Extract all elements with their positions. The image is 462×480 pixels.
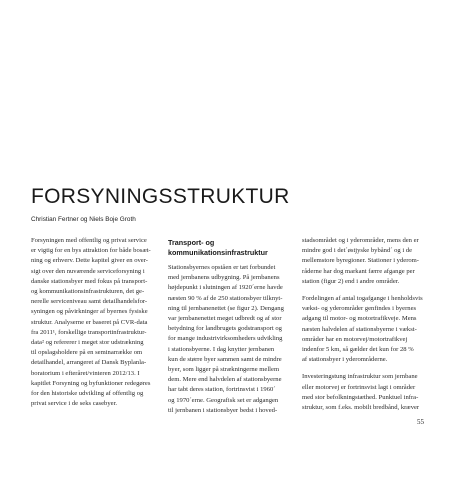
text-line: Stationsbyernes opståen er tæt forbundet	[168, 264, 276, 271]
text-line: mellemstore byregioner. Stationer i yderom-	[302, 257, 420, 265]
text-line: kun de større byer sammen samt de mindre	[168, 355, 282, 363]
column-3	[302, 236, 427, 413]
text-line: af stationsbyer i yderområderne.	[302, 356, 388, 364]
text-line: Fordelingen af antal togafgange i henholdsvis	[302, 295, 423, 303]
text-line: næsten 90 % af de 250 stationsbyer tilknyt-	[168, 294, 283, 302]
page-number: 55	[417, 418, 424, 426]
text-line: boratorium i efteråret/vinteren 2012/13. I	[31, 369, 140, 377]
text-line: til jernbanen i stationsbyer bedst i hoved-	[168, 406, 278, 414]
text-line: struktur, som f.eks. mobilt bredbånd, kræver	[302, 404, 420, 412]
text-line: fra 2011¹, forskellige transportinfrastruktur-	[31, 328, 147, 336]
section-body	[168, 263, 293, 416]
text-line: dem. Mere end halvdelen af stationsbyerne	[168, 376, 282, 384]
paragraph-gap	[302, 365, 427, 372]
text-line: Forsyningen med offentlig og privat service	[31, 237, 147, 244]
authors: Christian Fertner og Niels Boje Groth	[31, 216, 136, 223]
section-heading: Transport- og	[168, 238, 215, 247]
text-line: for mange industrivirksomheders udvikling	[168, 335, 283, 343]
column-1	[31, 236, 156, 409]
column-2	[168, 238, 293, 416]
text-line: i stationsbyerne. I dag knytter jernbanen	[168, 345, 275, 353]
text-line: råderne har dog markant færre afgange per	[302, 267, 415, 275]
text-line: eller motorvej er fortrinsvist lagt i områder	[302, 383, 416, 391]
text-line: kapitlet Forsyning og byfunktioner redegøres	[31, 379, 151, 387]
text-line: nerelle serviceniveau samt detailhandelsfor-	[31, 298, 148, 306]
text-line: syningen og påvirkninger af byernes fysiske	[31, 308, 148, 316]
text-line: ning og erhverv. Dette kapitel giver en over-	[31, 257, 148, 265]
text-line: sigt over den nuværende serviceforsyning i	[31, 267, 145, 275]
page-title: FORSYNINGSSTRUKTUR	[31, 185, 290, 208]
text-line: detailhandel, arrangeret af Dansk Byplanla-	[31, 359, 147, 367]
text-line: stadsområdet og i yderområder, mens den er	[302, 237, 419, 244]
text-line: højdepunkt i slutningen af 1920´erne havde	[168, 284, 283, 292]
text-line: områder har en motorvej/motortrafikvej	[302, 335, 408, 343]
text-line: danske stationsbyer med fokus på transport-	[31, 277, 148, 285]
text-line: struktur. Analyserne er baseret på CVR-data	[31, 318, 148, 326]
text-line: er vigtig for en bys attraktion for både bosæt-	[31, 247, 151, 255]
section-heading: kommunikationsinfrastruktur	[168, 248, 268, 257]
text-line: mindre god i det´østjyske bybånd´ og i de	[302, 247, 413, 255]
text-line: indenfor 5 km, så gælder det kun for 28 %	[302, 346, 414, 354]
text-line: til opslagsholdere på en seminarrække om	[31, 349, 143, 357]
text-line: med jernbanens udbygning. På jernbanens	[168, 274, 280, 282]
text-line: har tabt deres station, fortrinsvist i 1960´	[168, 386, 276, 394]
text-line: adgang til motor- og motortrafikveje. Mens	[302, 315, 417, 323]
text-line: data² og refererer i meget stor udstrækning	[31, 339, 144, 347]
text-line: station (figur 2) end i andre områder.	[302, 277, 400, 285]
text-line: med stor befolkningstæthed. Punktuel infra-	[302, 393, 419, 401]
text-line: privat service i de seks casebyer.	[31, 400, 118, 408]
text-line: vækst- og yderområder genfindes i byernes	[302, 305, 417, 313]
text-line: næsten halvdelen af stationsbyerne i vækst-	[302, 325, 417, 333]
text-line: betydning for landbrugets godstransport og	[168, 325, 282, 333]
text-line: for den historiske udvikling af offentlig og	[31, 390, 144, 398]
text-line: og kommunikationsinfrastrukturen, det ge-	[31, 288, 145, 296]
paragraph-gap	[302, 287, 427, 294]
text-line: ning til jernbanenettet (se figur 2). Dengang	[168, 304, 284, 312]
text-line: og 1970´erne. Geografisk set er adgangen	[168, 396, 279, 404]
text-line: byer, som ligger på strækningerne mellem	[168, 366, 280, 374]
text-line: Investeringstung infrastruktur som jernbane	[302, 373, 418, 381]
text-line: var jernbanenettet meget udbredt og af stor	[168, 315, 282, 323]
